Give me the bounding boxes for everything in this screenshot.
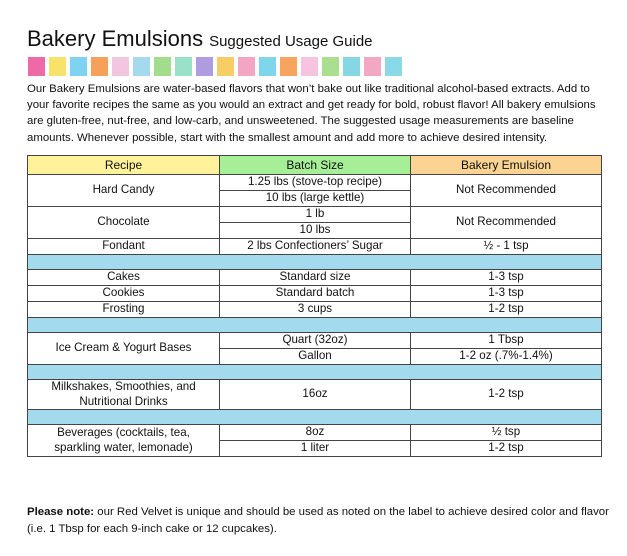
- emulsion-cell: 1-2 oz (.7%-1.4%): [411, 349, 602, 365]
- footnote: [27, 504, 612, 538]
- table-row: [28, 270, 602, 286]
- color-swatch: [301, 57, 318, 76]
- color-swatch: [91, 57, 108, 76]
- table-row: [28, 207, 602, 223]
- color-swatch: [154, 57, 171, 76]
- recipe-line: sparkling water, lemonade): [54, 440, 193, 454]
- note-text: our Red Velvet is unique and should be used as noted on the label to achieve desired color and flavor (i.e. 1 Tbsp for each 9-inch cake or 12 cupcakes).: [27, 506, 609, 535]
- title-main: Bakery Emulsions: [27, 26, 204, 51]
- usage-table: [27, 155, 602, 457]
- color-swatch: [133, 57, 150, 76]
- batch-cell: 8oz: [220, 425, 411, 441]
- color-swatch-strip: [28, 57, 402, 76]
- emulsion-cell: 1-3 tsp: [411, 286, 602, 302]
- batch-cell: 10 lbs (large kettle): [220, 191, 411, 207]
- recipe-cell: Cookies: [28, 286, 220, 302]
- section-divider-row: [28, 318, 602, 333]
- recipe-cell: Cakes: [28, 270, 220, 286]
- recipe-cell: Frosting: [28, 302, 220, 318]
- section-divider-row: [28, 410, 602, 425]
- batch-cell: 1 liter: [220, 441, 411, 457]
- emulsion-cell: 1-2 tsp: [411, 441, 602, 457]
- emulsion-cell: 1-2 tsp: [411, 380, 602, 410]
- emulsion-cell: 1 Tbsp: [411, 333, 602, 349]
- color-swatch: [343, 57, 360, 76]
- batch-cell: 3 cups: [220, 302, 411, 318]
- header-recipe: Recipe: [28, 156, 220, 175]
- batch-cell: Gallon: [220, 349, 411, 365]
- batch-cell: 1 lb: [220, 207, 411, 223]
- batch-cell: 1.25 lbs (stove-top recipe): [220, 175, 411, 191]
- table-row: [28, 380, 602, 410]
- recipe-cell: Chocolate: [28, 207, 220, 239]
- color-swatch: [217, 57, 234, 76]
- header-batch-size: Batch Size: [220, 156, 411, 175]
- table-row: [28, 286, 602, 302]
- batch-cell: 2 lbs Confectioners’ Sugar: [220, 239, 411, 255]
- table-row: [28, 425, 602, 441]
- color-swatch: [112, 57, 129, 76]
- color-swatch: [385, 57, 402, 76]
- recipe-cell: Fondant: [28, 239, 220, 255]
- section-divider-row: [28, 365, 602, 380]
- emulsion-cell: ½ tsp: [411, 425, 602, 441]
- emulsion-cell: Not Recommended: [411, 175, 602, 207]
- emulsion-cell: Not Recommended: [411, 207, 602, 239]
- intro-paragraph: Our Bakery Emulsions are water-based flavors that won’t bake out like traditional alcohol-based extracts. Add to your favorite recipes the same as you would an extract and get ready for bold, robust flavor! All bakery emulsions are gluten-free, nut-free, and low-carb, and unsweetened. The suggested usage measurements are baseline amounts. Whenever possible, start with the smallest amount and add more to achieve desired intensity.: [27, 83, 596, 144]
- batch-cell: Quart (32oz): [220, 333, 411, 349]
- title-subtitle: Suggested Usage Guide: [209, 33, 373, 50]
- emulsion-cell: 1-3 tsp: [411, 270, 602, 286]
- batch-cell: Standard batch: [220, 286, 411, 302]
- page-title: [27, 26, 373, 52]
- color-swatch: [70, 57, 87, 76]
- recipe-cell: Ice Cream & Yogurt Bases: [28, 333, 220, 365]
- recipe-cell: [28, 425, 220, 457]
- recipe-line: Nutritional Drinks: [79, 394, 168, 408]
- recipe-cell: [28, 380, 220, 410]
- header-bakery-emulsion: Bakery Emulsion: [411, 156, 602, 175]
- table-header-row: [28, 156, 602, 175]
- color-swatch: [280, 57, 297, 76]
- color-swatch: [259, 57, 276, 76]
- color-swatch: [49, 57, 66, 76]
- batch-cell: 16oz: [220, 380, 411, 410]
- color-swatch: [196, 57, 213, 76]
- batch-cell: Standard size: [220, 270, 411, 286]
- table-row: [28, 175, 602, 191]
- color-swatch: [238, 57, 255, 76]
- table-row: [28, 333, 602, 349]
- color-swatch: [175, 57, 192, 76]
- note-label: Please note:: [27, 506, 95, 518]
- table-row: [28, 302, 602, 318]
- color-swatch: [322, 57, 339, 76]
- batch-cell: 10 lbs: [220, 223, 411, 239]
- table-row: [28, 239, 602, 255]
- section-divider-row: [28, 255, 602, 270]
- recipe-line: Milkshakes, Smoothies, and: [51, 380, 196, 394]
- recipe-cell: Hard Candy: [28, 175, 220, 207]
- emulsion-cell: 1-2 tsp: [411, 302, 602, 318]
- emulsion-cell: ½ - 1 tsp: [411, 239, 602, 255]
- color-swatch: [364, 57, 381, 76]
- color-swatch: [28, 57, 45, 76]
- recipe-line: Beverages (cocktails, tea,: [57, 426, 190, 440]
